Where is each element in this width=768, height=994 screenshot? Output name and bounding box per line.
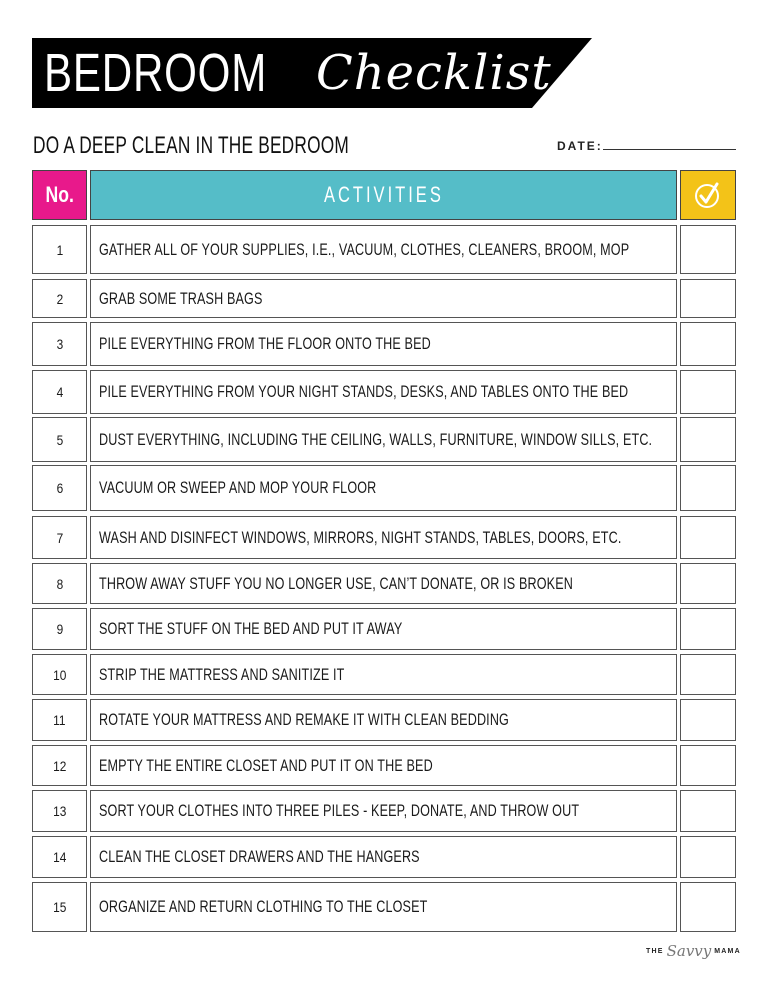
row-number [32,654,87,695]
row-number-label: 3 [56,336,63,352]
row-number [32,417,87,462]
row-number-label: 8 [56,575,63,592]
row-number [32,322,87,366]
row-number-label: 14 [52,849,67,865]
brand-prefix: THE [646,947,664,955]
row-activity-label: SORT YOUR CLOTHES INTO THREE PILES - KEEP, DONATE, AND THROW OUT [99,801,580,820]
row-number-label: 13 [52,803,67,819]
row-activity-label: ORGANIZE AND RETURN CLOTHING TO THE CLOSET [99,897,428,916]
row-number [32,745,87,786]
row-activity-label: GRAB SOME TRASH BAGS [99,288,263,308]
row-number-label: 9 [56,621,63,637]
row-checkbox[interactable] [680,516,736,559]
row-number-label: 1 [56,241,63,258]
row-activity [90,654,677,695]
row-number [32,563,87,604]
row-activity-label: CLEAN THE CLOSET DRAWERS AND THE HANGERS [99,847,420,866]
date-label: DATE: [557,139,603,153]
title-script: Checklist [316,45,552,101]
row-number-label: 4 [56,384,63,400]
row-activity-label: DUST EVERYTHING, INCLUDING THE CEILING, WALLS, FURNITURE, WINDOW SILLS, ETC. [99,429,653,449]
row-number [32,790,87,832]
row-activity [90,225,677,274]
brand-suffix: MAMA [714,947,741,955]
title-banner [32,38,592,108]
row-activity [90,882,677,932]
row-number [32,836,87,878]
row-number [32,370,87,414]
row-activity [90,699,677,741]
row-activity [90,516,677,559]
row-number-label: 12 [52,757,67,774]
row-activity [90,563,677,604]
row-activity [90,370,677,414]
row-activity [90,279,677,318]
row-checkbox[interactable] [680,745,736,786]
row-number [32,699,87,741]
header-activities [90,170,677,220]
row-activity [90,465,677,511]
row-activity [90,322,677,366]
header-check [680,170,736,220]
row-checkbox[interactable] [680,790,736,832]
row-number-label: 7 [56,529,63,546]
row-checkbox[interactable] [680,563,736,604]
row-number [32,882,87,932]
row-activity [90,745,677,786]
row-activity-label: WASH AND DISINFECT WINDOWS, MIRRORS, NIGHT STANDS, TABLES, DOORS, ETC. [99,527,622,547]
brand-logo [646,942,741,960]
header-number-label: No. [45,182,74,207]
circle-check-icon [693,180,723,210]
row-number [32,465,87,511]
row-checkbox[interactable] [680,654,736,695]
row-activity-label: SORT THE STUFF ON THE BED AND PUT IT AWAY [99,619,403,638]
row-checkbox[interactable] [680,882,736,932]
header-number [32,170,87,220]
row-number [32,608,87,650]
row-activity-label: VACUUM OR SWEEP AND MOP YOUR FLOOR [99,478,377,497]
row-number-label: 2 [56,290,63,307]
row-activity-label: ROTATE YOUR MATTRESS AND REMAKE IT WITH CLEAN BEDDING [99,710,509,729]
row-activity-label: PILE EVERYTHING FROM YOUR NIGHT STANDS, DESKS, AND TABLES ONTO THE BED [99,382,629,401]
row-activity-label: EMPTY THE ENTIRE CLOSET AND PUT IT ON THE BED [99,755,433,775]
row-checkbox[interactable] [680,370,736,414]
row-checkbox[interactable] [680,322,736,366]
row-activity [90,417,677,462]
row-number [32,279,87,318]
brand-script: Savvy [666,942,712,960]
row-number-label: 6 [56,480,63,496]
row-checkbox[interactable] [680,836,736,878]
row-number-label: 15 [52,899,67,915]
row-number-label: 11 [53,712,66,728]
row-number [32,516,87,559]
header-activities-label: ACTIVITIES [323,182,444,207]
row-activity-label: THROW AWAY STUFF YOU NO LONGER USE, CAN’T DONATE, OR IS BROKEN [99,573,573,593]
subtitle: DO A DEEP CLEAN IN THE BEDROOM [33,132,350,159]
row-activity [90,790,677,832]
row-number [32,225,87,274]
row-checkbox[interactable] [680,279,736,318]
row-activity [90,608,677,650]
row-checkbox[interactable] [680,608,736,650]
row-number-label: 10 [52,666,67,683]
row-activity-label: GATHER ALL OF YOUR SUPPLIES, I.E., VACUUM, CLOTHES, CLEANERS, BROOM, MOP [99,239,630,259]
row-number-label: 5 [56,431,63,448]
row-checkbox[interactable] [680,417,736,462]
row-checkbox[interactable] [680,465,736,511]
date-field[interactable] [603,149,736,150]
title-bold: BEDROOM [44,43,268,103]
row-checkbox[interactable] [680,699,736,741]
row-activity-label: PILE EVERYTHING FROM THE FLOOR ONTO THE BED [99,334,431,353]
row-activity [90,836,677,878]
page-title [44,38,552,108]
row-checkbox[interactable] [680,225,736,274]
row-activity-label: STRIP THE MATTRESS AND SANITIZE IT [99,664,345,684]
